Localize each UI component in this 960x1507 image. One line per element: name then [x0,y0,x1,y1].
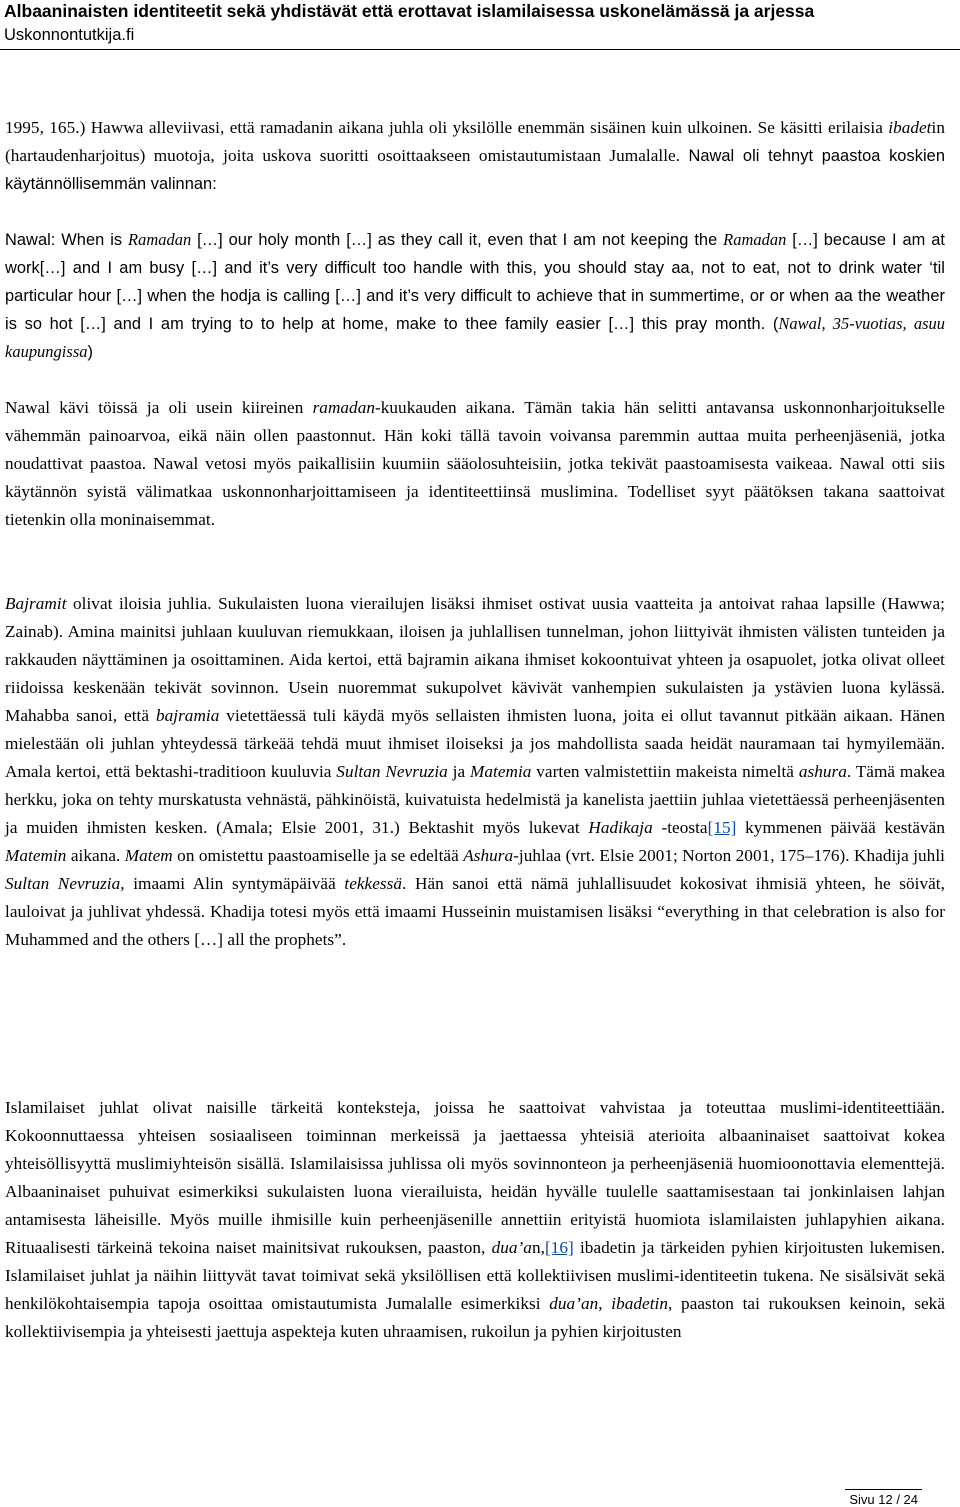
footnote-link-15[interactable]: [15] [707,818,737,837]
page-number: Sivu 12 / 24 [845,1489,922,1507]
paragraph-4: Islamilaiset juhlat olivat naisille tärkeitä konteksteja, joissa he saattoivat vahvistaa ja toteuttaa muslimi-identiteettiään. Kokoonnuttaessa yhteisen sosiaaliseen toiminnan merkeissä ja jaettaessa yhteisiä aterioita albaaninaiset saattoivat kokea yhteisöllisyyttä muslimiyhteisön sisällä. Islamilaisissa juhlissa oli myös sovinnonteon ja perheenjäseniä huomioonottavia elementtejä. Albaaninaiset puhuivat esimerkiksi sukulaisten luona vierailuista, heidän hyvälle tuulelle saattamisestaan tai jonkinlaisen lahjan antamisesta läheisille. Myös muille ihmisille kuin perheenjäsenille annettiin erityistä huomiota islamilaisten juhlapyhien aikana. Rituaalisesti tärkeinä tekoina naiset mainitsivat rukouksen, paaston, dua’an,[16] ibadetin ja tärkeiden pyhien kirjoitusten lukemisen. Islamilaiset juhlat ja näihin liittyvät tavat toimivat sekä yksilöllisen että kollektiivisen muslimi-identiteetin tukena. Ne sisälsivät sekä henkilökohtaisempia tapoja osoittaa omistautumista Jumalalle esimerkiksi dua’an, ibadetin, paaston tai rukouksen keinoin, sekä kollektiivisempia ja yhteisesti jaettuja aspekteja kuten uhraamisen, rukoilun ja pyhien kirjoitusten [5,1098,946,1341]
paragraph-3: Bajramit olivat iloisia juhlia. Sukulaisten luona vierailujen lisäksi ihmiset ostivat uusia vaatteita ja antoivat rahaa lapsille (Hawwa; Zainab). Amina mainitsi juhlaan kuuluvan riemukkaan, iloisen ja juhlallisen tunnelman, johon liittyivät ihmisten välisten tunteiden ja rakkauden näyttäminen ja osoittaminen. Aida kertoi, että bajramin aikana ihmiset kokoontuivat yhteen ja osapuolet, jotka olivat olleet riidoissa keskenään tekivät sovinnon. Usein nuoremmat sukupolvet kävivät vanhempien sukulaisten ja ystävien luona kylässä. Mahabba sanoi, että bajramia vietettäessä tuli käydä myös sellaisten ihmisten luona, joita ei ollut tavannut pitkään aikaan. Hänen mielestään oli juhlan yhteydessä tärkeää tehdä muut ihmiset iloiseksi ja jos mahdollista saada heidät nauramaan tai hymyilemään. Amala kertoi, että bektashi-traditioon kuuluvia Sultan Nevruzia ja Matemia varten valmistettiin makeista nimeltä ashura. Tämä makea herkku, joka on tehty murskatusta vehnästä, pähkinöistä, kuivatuista hedelmistä ja kanelista jaettiin juhlaa vietettäessä perheenjäsenten ja muiden ihmisten kesken. (Amala; Elsie 2001, 31.) Bektashit myös lukevat Hadikaja -teosta[15] kymmenen päivää kestävän Matemin aikana. Matem on omistettu paastoamiselle ja se edeltää Ashura-juhlaa (vrt. Elsie 2001; Norton 2001, 175–176). Khadija juhli Sultan Nevruzia, imaami Alin syntymäpäivää tekkessä. Hän sanoi että nämä juhlallisuudet kokosivat ihmisiä yhteen, he söivät, lauloivat ja juhlivat yhdessä. Khadija totesi myös että imaami Husseinin muistamisen lisäksi “everything in that celebration is also for Muhammed and the others […] all the prophets”. [5,594,946,949]
paragraph-1: 1995, 165.) Hawwa alleviivasi, että ramadanin aikana juhla oli yksilölle enemmän sisäinen kuin ulkoinen. Se käsitti erilaisia ibadetin (hartaudenharjoitus) muotoja, joita uskova suoritti osoittaakseen omistautumistaan Jumalalle. Nawal oli tehnyt paastoa koskien käytännöllisemmän valinnan: [5,118,945,193]
paragraph-2: Nawal kävi töissä ja oli usein kiireinen ramadan-kuukauden aikana. Tämän takia hän selitti antavansa uskonnonharjoitukselle vähemmän painoarvoa, eikä näin ollen paastonnut. Hän koki tällä tavoin voivansa paremmin auttaa muita perheenjäseniä, jotka noudattivat paastoa. Nawal vetosi myös paikallisiin kuumiin sääolosuhteisiin, jotka tekivät paastoamisesta vaikeaa. Nawal otti siis käytännön syistä välimatkaa uskonnonharjoittamiseen ja identiteettiinsä muslimina. Todelliset syyt päätöksen takana saattoivat tietenkin olla moninaisemmat. [5,398,945,529]
interview-quote: Nawal: When is Ramadan […] our holy month […] as they call it, even that I am not keeping the Ramadan […] because I am at work[…] and I am busy […] and it’s very difficult too handle with this, you should stay aa, not to eat, not to drink water ‘til particular hour […] when the hodja is calling […] and it’s very difficult to achieve that in summertime, or or when aa the weather is so hot […] and I am trying to to help at home, make to thee family easier […] this pray month. (Nawal, 35-vuotias, asuu kaupungissa) [5,230,946,361]
document-title: Albaaninaisten identiteetit sekä yhdistävät että erottavat islamilaisessa uskonelämässä ja arjessa [4,1,815,21]
header-divider [0,49,960,50]
site-name: Uskonnontutkija.fi [4,26,135,44]
footnote-link-16[interactable]: [16] [544,1238,574,1257]
